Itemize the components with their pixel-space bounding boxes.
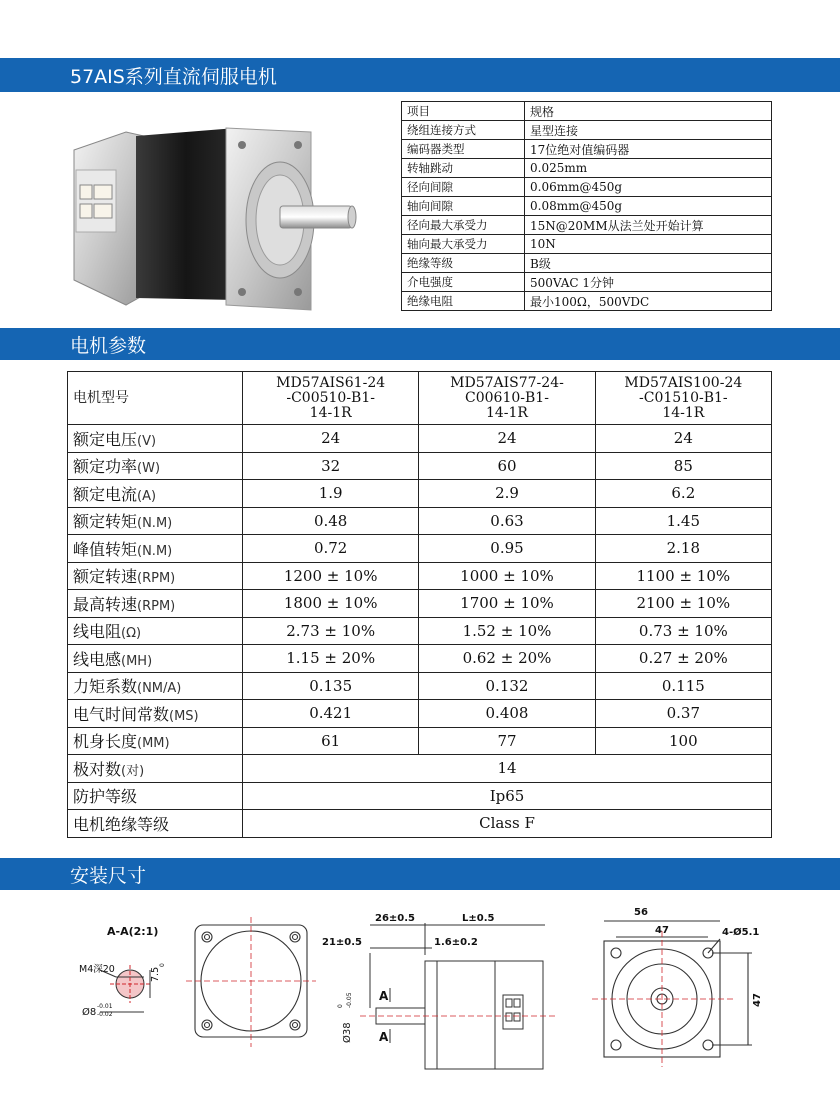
- dim-26: 26±0.5: [375, 913, 416, 924]
- param-name: 峰值转矩: [73, 539, 138, 559]
- param-value: 1800 ± 10%: [243, 590, 419, 618]
- param-label: [68, 535, 243, 563]
- param-row: [68, 535, 772, 563]
- param-unit: (MH): [121, 653, 153, 669]
- param-value: 0.63: [419, 507, 595, 535]
- param-value: 2.9: [419, 480, 595, 508]
- spec-row: [402, 292, 772, 311]
- dim-L: L±0.5: [462, 913, 495, 924]
- spec-row: [402, 159, 772, 178]
- param-name: 额定电流: [73, 484, 138, 504]
- param-value: 1.15 ± 20%: [243, 645, 419, 673]
- param-unit: (W): [137, 461, 161, 477]
- param-name: 线电感: [73, 649, 122, 669]
- param-row: [68, 672, 772, 700]
- param-unit: (NM/A): [137, 681, 182, 697]
- param-row: [68, 645, 772, 673]
- header-band: [0, 58, 840, 92]
- spec-value: 星型连接: [525, 121, 772, 140]
- model-name-line: -C00510-B1-: [286, 389, 375, 406]
- spec-value: 500VAC 1分钟: [525, 273, 772, 292]
- param-value: 77: [419, 727, 595, 755]
- param-row: [68, 562, 772, 590]
- spec-key: 轴向最大承受力: [402, 235, 525, 254]
- param-row: [68, 617, 772, 645]
- params-table: [67, 371, 772, 838]
- param-row: [68, 452, 772, 480]
- shaft-dia-tol-upper: -0.01: [97, 1003, 113, 1010]
- param-label: [68, 425, 243, 453]
- param-row: [68, 480, 772, 508]
- install-section-title: 安装尺寸: [70, 864, 147, 887]
- param-label: [68, 645, 243, 673]
- model-name-line: MD57AIS61-24: [276, 374, 386, 391]
- spec-row: [402, 178, 772, 197]
- spec-key: 绝缘等级: [402, 254, 525, 273]
- param-unit: (Ω): [121, 626, 142, 642]
- model-name-line: 14-1R: [662, 404, 705, 421]
- spec-row: [402, 254, 772, 273]
- param-value: 2.73 ± 10%: [243, 617, 419, 645]
- shaft-dia: Ø8: [82, 1007, 97, 1018]
- dim-47-top: 47: [655, 925, 669, 936]
- param-unit: (V): [137, 433, 157, 449]
- param-value: 0.73 ± 10%: [595, 617, 771, 645]
- spec-row: [402, 121, 772, 140]
- spec-key: 绕组连接方式: [402, 121, 525, 140]
- spec-key: 轴向间隙: [402, 197, 525, 216]
- param-value: 2.18: [595, 535, 771, 563]
- param-value: 0.27 ± 20%: [595, 645, 771, 673]
- param-unit: (A): [137, 488, 157, 504]
- spec-key: 径向间隙: [402, 178, 525, 197]
- param-value: 0.421: [243, 700, 419, 728]
- param-value: 0.408: [419, 700, 595, 728]
- spec-value: 0.06mm@450g: [525, 178, 772, 197]
- param-label: [68, 507, 243, 535]
- spec-key: 编码器类型: [402, 140, 525, 159]
- param-value: 2100 ± 10%: [595, 590, 771, 618]
- spec-key: 转轴跳动: [402, 159, 525, 178]
- motor-photo: [66, 120, 366, 315]
- keyway-height-tol: 0: [159, 963, 166, 967]
- keyway-label: M4深20: [79, 964, 115, 975]
- param-label: [68, 810, 243, 838]
- spec-table: [401, 101, 772, 311]
- param-value-merged: 14: [243, 755, 772, 783]
- section-mark-top: A: [379, 989, 389, 1003]
- param-label: [68, 755, 243, 783]
- param-unit: (RPM): [137, 598, 176, 614]
- param-label: [68, 590, 243, 618]
- param-value: 0.132: [419, 672, 595, 700]
- params-section-title: 电机参数: [70, 334, 147, 357]
- side-view: [322, 913, 555, 1069]
- model-name-line: C00610-B1-: [465, 389, 549, 406]
- param-row-merged: [68, 782, 772, 810]
- spec-value: 17位绝对值编码器: [525, 140, 772, 159]
- param-value: 0.95: [419, 535, 595, 563]
- param-value: 24: [419, 425, 595, 453]
- spec-row: [402, 140, 772, 159]
- spec-key: 绝缘电阻: [402, 292, 525, 311]
- param-name: 力矩系数: [73, 677, 138, 697]
- params-header-row: [68, 372, 772, 425]
- param-row: [68, 425, 772, 453]
- param-value: 0.48: [243, 507, 419, 535]
- param-value: 1.45: [595, 507, 771, 535]
- param-row: [68, 727, 772, 755]
- spec-value: B级: [525, 254, 772, 273]
- spec-row: [402, 102, 772, 121]
- param-row-merged: [68, 755, 772, 783]
- param-value: 1.52 ± 10%: [419, 617, 595, 645]
- spec-key: 项目: [402, 102, 525, 121]
- section-label: A-A(2:1): [107, 925, 159, 938]
- rear-view: [186, 917, 316, 1047]
- param-label: [68, 782, 243, 810]
- param-value: 32: [243, 452, 419, 480]
- param-unit: (MS): [169, 708, 199, 724]
- spec-value: 0.08mm@450g: [525, 197, 772, 216]
- page-title: 57AIS系列直流伺服电机: [70, 65, 277, 88]
- param-name: 额定转矩: [73, 512, 138, 532]
- param-label: [68, 617, 243, 645]
- param-value: 60: [419, 452, 595, 480]
- param-name: 电机绝缘等级: [73, 814, 170, 834]
- model-name-line: MD57AIS77-24-: [450, 374, 564, 391]
- model-name: [243, 372, 419, 425]
- param-value: 85: [595, 452, 771, 480]
- param-value: 1200 ± 10%: [243, 562, 419, 590]
- pilot-tol-upper: 0: [337, 1004, 344, 1008]
- param-row-merged: [68, 810, 772, 838]
- param-unit: (RPM): [137, 571, 176, 587]
- param-label: [68, 672, 243, 700]
- param-unit: (MM): [137, 736, 170, 752]
- param-label: [68, 480, 243, 508]
- param-value: 24: [243, 425, 419, 453]
- front-view: [592, 907, 763, 1067]
- param-label: [68, 562, 243, 590]
- param-value: 61: [243, 727, 419, 755]
- spec-row: [402, 216, 772, 235]
- param-value: 24: [595, 425, 771, 453]
- param-unit: (N.M): [137, 543, 173, 559]
- param-name: 机身长度: [73, 732, 138, 752]
- keyway-height: 7.5: [150, 966, 161, 982]
- param-value: 0.72: [243, 535, 419, 563]
- spec-value: 0.025mm: [525, 159, 772, 178]
- param-value: 0.135: [243, 672, 419, 700]
- param-value: 1700 ± 10%: [419, 590, 595, 618]
- spec-value: 15N@20MM从法兰处开始计算: [525, 216, 772, 235]
- param-value: 0.115: [595, 672, 771, 700]
- param-name: 最高转速: [73, 594, 138, 614]
- model-header-label: 电机型号: [68, 372, 243, 425]
- spec-row: [402, 273, 772, 292]
- spec-value: 规格: [525, 102, 772, 121]
- param-name: 防护等级: [73, 787, 138, 807]
- dim-56: 56: [634, 907, 648, 918]
- param-label: [68, 452, 243, 480]
- model-name-line: MD57AIS100-24: [624, 374, 743, 391]
- param-value-merged: Class F: [243, 810, 772, 838]
- section-view: [79, 925, 166, 1018]
- param-value: 0.37: [595, 700, 771, 728]
- param-row: [68, 700, 772, 728]
- param-label: [68, 727, 243, 755]
- spec-value: 最小100Ω，500VDC: [525, 292, 772, 311]
- param-value-merged: Ip65: [243, 782, 772, 810]
- spec-key: 介电强度: [402, 273, 525, 292]
- param-unit: (N.M): [137, 516, 173, 532]
- pilot-dia: Ø38: [342, 1022, 353, 1043]
- param-value: 0.62 ± 20%: [419, 645, 595, 673]
- pilot-tol-lower: -0.05: [346, 992, 353, 1008]
- param-value: 1000 ± 10%: [419, 562, 595, 590]
- install-section-band: [0, 858, 840, 890]
- shaft-dia-tol-lower: -0.02: [97, 1011, 113, 1018]
- param-name: 额定电压: [73, 429, 138, 449]
- params-section-band: [0, 328, 840, 360]
- param-name: 额定转速: [73, 567, 138, 587]
- spec-row: [402, 235, 772, 254]
- param-name: 极对数: [73, 759, 122, 779]
- hole-label: 4-Ø5.1: [722, 927, 760, 938]
- section-mark-bottom: A: [379, 1030, 389, 1044]
- dim-21: 21±0.5: [322, 937, 363, 948]
- param-row: [68, 507, 772, 535]
- param-label: [68, 700, 243, 728]
- dimension-drawings: [0, 895, 840, 1095]
- param-value: 1.9: [243, 480, 419, 508]
- param-unit: (对): [121, 763, 145, 779]
- dim-1-6: 1.6±0.2: [434, 937, 478, 948]
- model-name-line: -C01510-B1-: [639, 389, 728, 406]
- param-name: 线电阻: [73, 622, 122, 642]
- param-value: 6.2: [595, 480, 771, 508]
- model-name: [595, 372, 771, 425]
- param-row: [68, 590, 772, 618]
- param-value: 100: [595, 727, 771, 755]
- model-name-line: 14-1R: [485, 404, 528, 421]
- spec-key: 径向最大承受力: [402, 216, 525, 235]
- spec-row: [402, 197, 772, 216]
- model-name-line: 14-1R: [309, 404, 352, 421]
- model-name: [419, 372, 595, 425]
- param-value: 1100 ± 10%: [595, 562, 771, 590]
- spec-value: 10N: [525, 235, 772, 254]
- param-name: 电气时间常数: [73, 704, 170, 724]
- dim-47-side: 47: [752, 993, 763, 1007]
- param-name: 额定功率: [73, 457, 138, 477]
